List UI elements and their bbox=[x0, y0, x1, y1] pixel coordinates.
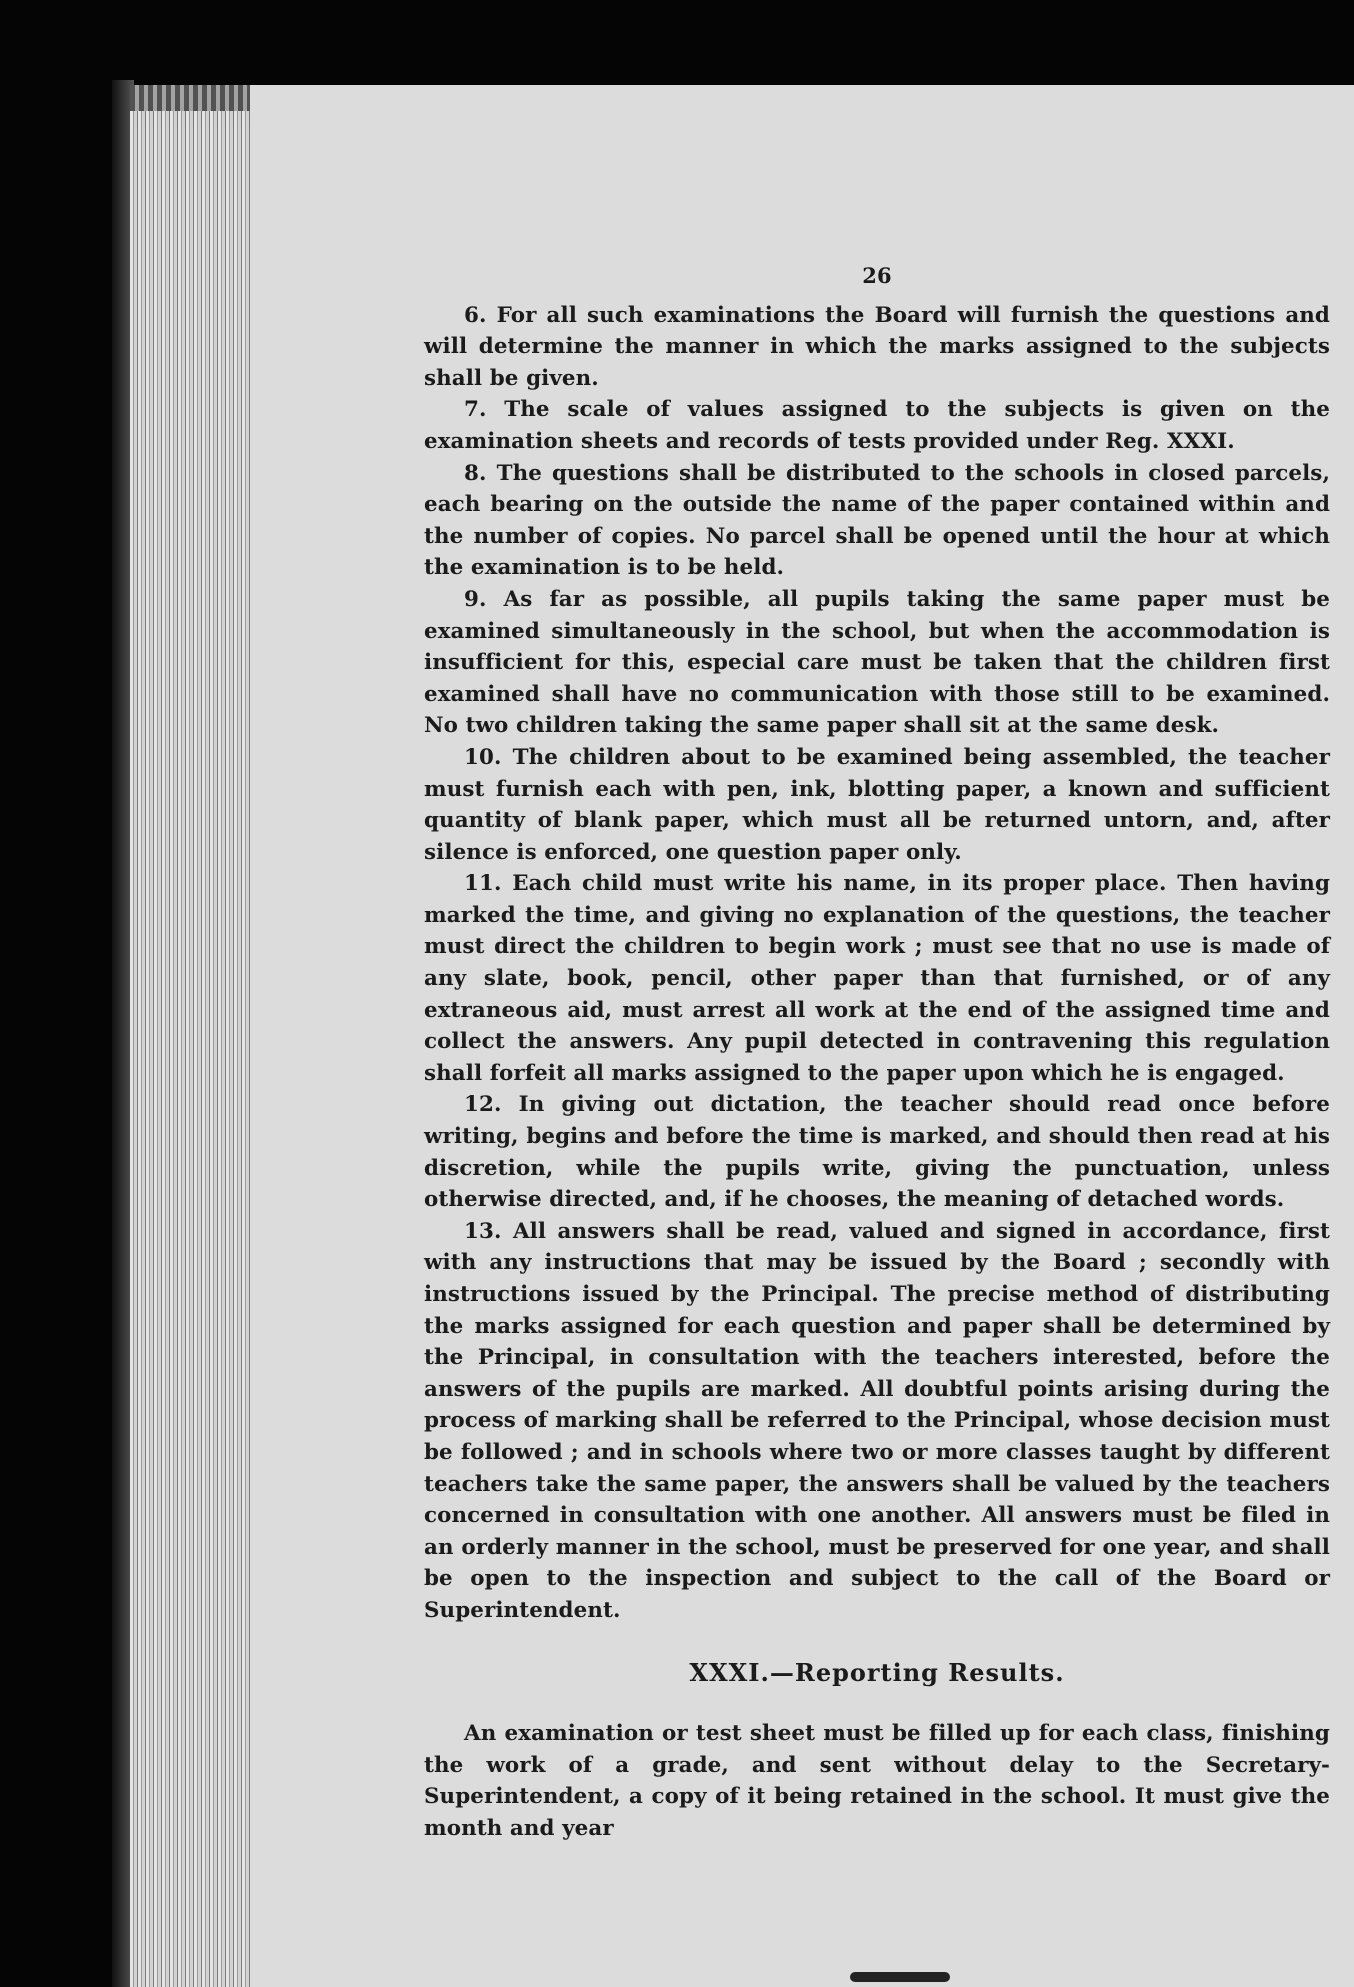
paragraph-12: 12. In giving out dictation, the teacher should read once before writing, begins and before the time is marked, and should then read at his discretion, while the pupils write, giving the punctuation, unless otherwise directed, and, if he chooses, the meaning of detached words. bbox=[424, 1092, 1330, 1213]
paragraph-6: 6. For all such examinations the Board will furnish the questions and will determine the manner in which the marks assigned to the subjects shall be given. bbox=[424, 302, 1330, 391]
paragraph-7: 7. The scale of values assigned to the subjects is given on the examination sheets and records of tests provided under Reg. XXXI. bbox=[424, 397, 1330, 454]
paragraph-10: 10. The children about to be examined being assembled, the teacher must furnish each with pen, ink, blotting paper, a known and sufficient quantity of blank paper, which must all be returned untorn, and, after silence is enforced, one question paper only. bbox=[424, 744, 1330, 865]
closing-paragraph: An examination or test sheet must be filled up for each class, finishing the work of a grade, and sent without delay to the Secretary-Superintendent, a copy of it being retained in the school. It must give the month and year bbox=[424, 1721, 1330, 1841]
paragraph-9: 9. As far as possible, all pupils taking the same paper must be examined simultaneously in the school, but when the accommodation is insufficient for this, especial care must be taken that the children first examined shall have no communication with those still to be examined. No two children taking the same paper shall sit at the same desk. bbox=[424, 586, 1330, 739]
page-edges bbox=[130, 85, 250, 1987]
paragraph-8: 8. The questions shall be distributed to the schools in closed parcels, each bearing on the outside the name of the paper contained within and the number of copies. No parcel shall be opened until the hour at which the examination is to be held. bbox=[424, 460, 1330, 581]
scan-artifact bbox=[850, 1972, 950, 1982]
paragraph-13: 13. All answers shall be read, valued and signed in accordance, first with any instructions that may be issued by the Board ; secondly with instructions issued by the Principal. The precise method of distributing the marks assigned for each question and paper shall be determined by the Principal, in consultation with the teachers interested, before the answers of the pupils are marked. All doubtful points arising during the process of marking shall be referred to the Principal, whose decision must be followed ; and in schools where two or more classes taught by different teachers take the same paper, the answers shall be valued by the teachers concerned in consultation with one another. All answers must be filed in an orderly manner in the school, must be preserved for one year, and shall be open to the inspection and subject to the call of the Board or Superintendent. bbox=[424, 1218, 1330, 1623]
paragraph-11: 11. Each child must write his name, in its proper place. Then having marked the time, and giving no explanation of the questions, the teacher must direct the children to begin work ; must see that no use is made of any slate, book, pencil, other paper than that furnished, or of any extraneous aid, must arrest all work at the end of the assigned time and collect the answers. Any pupil detected in contravening this regulation shall forfeit all marks assigned to the paper upon which he is engaged. bbox=[424, 871, 1330, 1086]
page-content bbox=[424, 260, 1330, 1845]
page-number: 26 bbox=[862, 263, 892, 288]
section-heading: XXXI.—Reporting Results. bbox=[689, 1657, 1065, 1687]
